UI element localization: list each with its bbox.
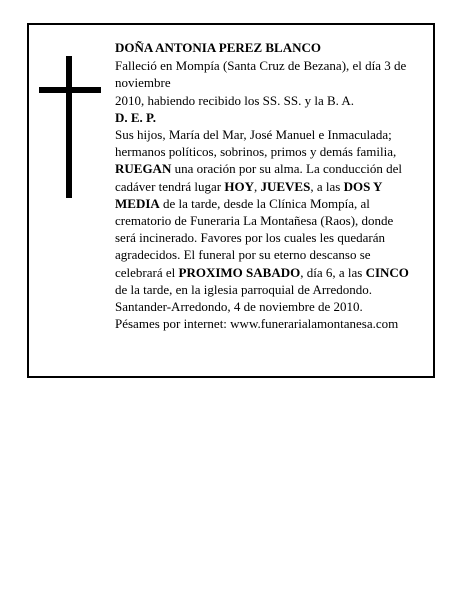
- bold-text: CINCO: [365, 264, 409, 280]
- notice-line: [115, 109, 429, 126]
- bold-text: JUEVES: [260, 178, 311, 194]
- notice-line: 2010, habiendo recibido los SS. SS. y la B. A.: [115, 92, 355, 108]
- notice-text: [115, 39, 429, 332]
- notice-line: hermanos políticos, sobrinos, primos y demás familia,: [115, 144, 397, 160]
- obituary-notice: [27, 23, 435, 378]
- cross-icon: [39, 56, 101, 198]
- cross-horizontal-bar: [39, 87, 101, 93]
- notice-line: Sus hijos, María del Mar, José Manuel e Inmaculada;: [115, 127, 392, 143]
- notice-line: Santander-Arredondo, 4 de noviembre de 2010.: [115, 299, 363, 315]
- notice-line: celebrará el PROXIMO SABADO, día 6, a las CINCO: [115, 264, 409, 280]
- bold-text: DOS Y: [343, 178, 383, 194]
- notice-line: será incinerado. Favores por los cuales les quedarán: [115, 230, 386, 246]
- bold-text: HOY: [224, 178, 254, 194]
- notice-line: MEDIA de la tarde, desde la Clínica Mompía, al: [115, 195, 370, 211]
- deceased-name: DOÑA ANTONIA PEREZ BLANCO: [115, 40, 321, 55]
- bold-text: MEDIA: [115, 195, 160, 211]
- bold-text: PROXIMO SABADO: [178, 264, 301, 280]
- notice-line: Falleció en Mompía (Santa Cruz de Bezana), el día 3 de: [115, 58, 407, 74]
- notice-body: [115, 57, 429, 332]
- bold-text: D. E. P.: [115, 109, 157, 125]
- notice-line: RUEGAN una oración por su alma. La conducción del: [115, 161, 403, 177]
- notice-line: Pésames por internet: www.funerarialamontanesa.com: [115, 316, 399, 332]
- notice-line: agradecidos. El funeral por su eterno descanso se: [115, 247, 371, 263]
- notice-line: crematorio de Funeraria La Montañesa (Raos), donde: [115, 213, 394, 229]
- bold-text: RUEGAN: [115, 161, 172, 177]
- cross-vertical-bar: [66, 56, 72, 198]
- notice-line: cadáver tendrá lugar HOY, JUEVES, a las DOS Y: [115, 178, 383, 194]
- notice-line: noviembre: [115, 75, 171, 91]
- notice-line: de la tarde, en la iglesia parroquial de Arredondo.: [115, 281, 373, 297]
